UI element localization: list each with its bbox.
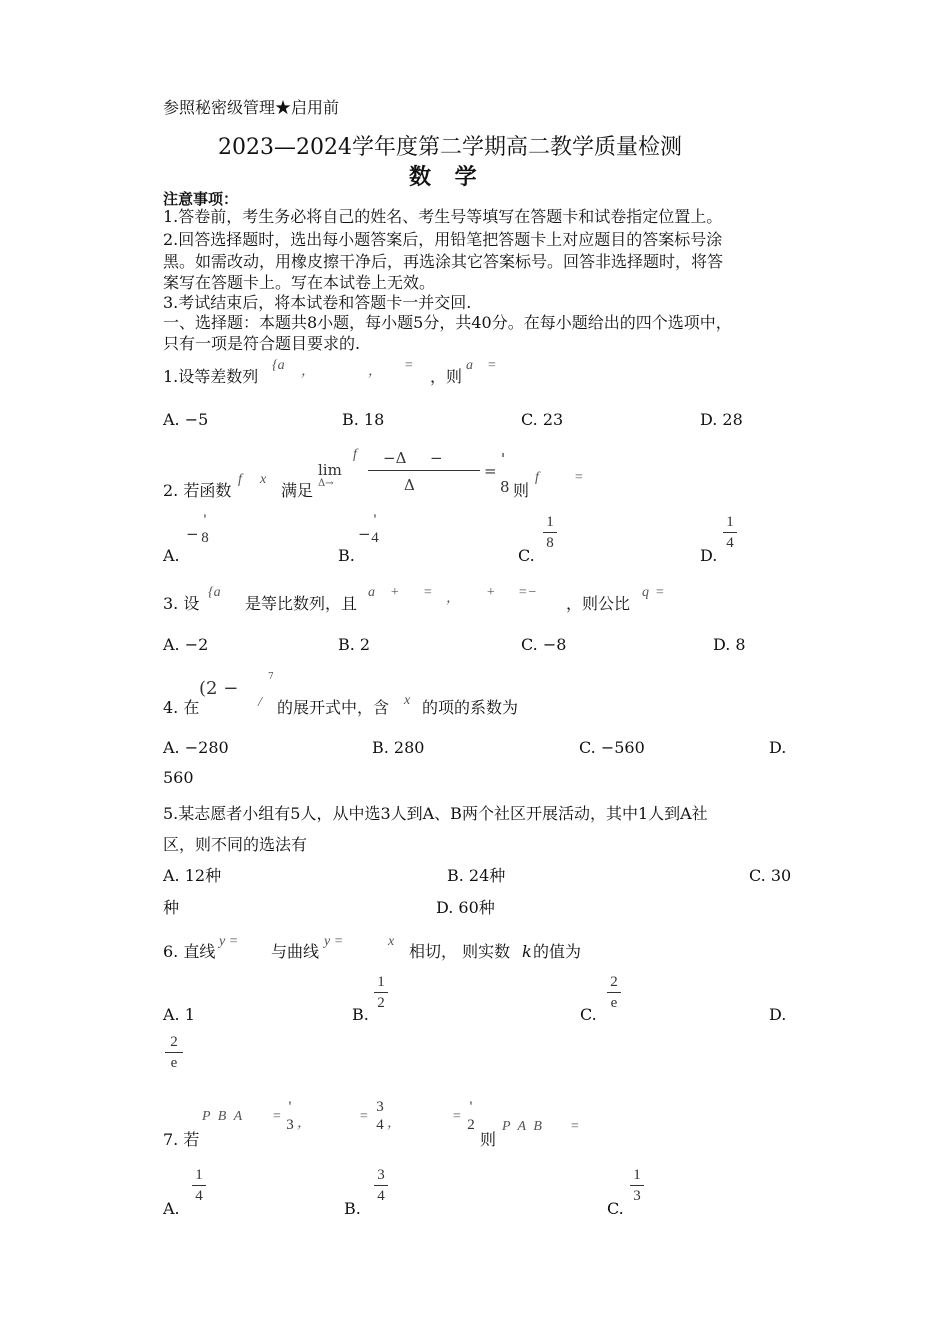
q3-math-7: =−: [518, 585, 537, 600]
q2-then: 则: [513, 481, 530, 500]
notice-heading: 注意事项：: [163, 190, 239, 208]
q6-option-c-fraction: 2 e: [607, 973, 621, 1012]
q7-math-3: =: [359, 1109, 369, 1124]
q7-math-4: =: [452, 1109, 462, 1124]
q2-eq: =: [484, 462, 497, 480]
q6-k: k: [522, 942, 532, 961]
q4-option-d: D.: [769, 738, 787, 757]
q6-option-b-fraction: 1 2: [374, 973, 388, 1012]
notice-item-1: 1.答卷前，考生务必将自己的姓名、考生号等填写在答题卡和试卷指定位置上。: [163, 207, 723, 226]
subject-title: 数 学: [409, 164, 485, 190]
q4-close: /: [258, 695, 262, 710]
q6-rest2: 的值为: [533, 942, 582, 961]
q7-stem: 7. 若: [163, 1130, 200, 1149]
q2-eight: 8: [500, 478, 510, 496]
q1-stem: 1.设等差数列: [163, 367, 259, 386]
q1-math-3: ，: [368, 364, 382, 379]
q6-option-a: A. 1: [163, 1005, 195, 1024]
q2-option-b-sign: −: [358, 525, 371, 543]
q1-option-c: C. 23: [521, 410, 564, 429]
notice-item-3: 3.考试结束后，将本试卷和答题卡一并交回.: [163, 293, 472, 312]
q7-option-a: A.: [163, 1199, 180, 1218]
q3-option-c: C. −8: [521, 635, 567, 654]
q3-ratio-label: ，则公比: [566, 594, 631, 613]
q7-option-b-fraction: 3 4: [374, 1166, 388, 1205]
q1-math-4: =: [404, 358, 414, 373]
section-intro-line2: 只有一项是符合题目要求的.: [163, 334, 361, 353]
q7-fraction-3: ' 2: [467, 1099, 475, 1133]
q4-superscript: 7: [268, 672, 274, 682]
q3-option-d: D. 8: [713, 635, 746, 654]
q2-den: Δ: [404, 476, 415, 494]
q1-then: ，则: [430, 367, 463, 386]
q7-comma-2: ，: [387, 1116, 401, 1131]
q4-option-d-value: 560: [163, 768, 194, 787]
q3-stem: 3. 设: [163, 594, 200, 613]
q7-option-b: B.: [344, 1199, 361, 1218]
q7-fraction-2: 3 4: [376, 1099, 384, 1133]
q4-math-x: x: [404, 693, 411, 708]
q7-then: 则: [480, 1130, 497, 1149]
q3-math-1: {a: [208, 585, 221, 600]
q6-rest: 相切， 则实数: [409, 942, 511, 961]
q4-rest: 的展开式中，含: [277, 698, 390, 717]
q7-eq: =: [570, 1119, 580, 1134]
q2-num-f: f: [353, 447, 357, 462]
q3-is-geometric: 是等比数列，且: [245, 594, 358, 613]
q7-math-2: =: [272, 1109, 282, 1124]
q7-option-c-fraction: 1 3: [630, 1166, 644, 1205]
q4-paren: (2 −: [199, 678, 239, 699]
q3-math-q: q: [642, 585, 649, 600]
notice-item-2-line3: 案写在答题卡上。写在本试卷上无效。: [163, 273, 436, 292]
q2-math-x: x: [260, 472, 267, 487]
q4-option-b: B. 280: [372, 738, 425, 757]
q4-option-c: C. −560: [579, 738, 645, 757]
q2-fraction-bar: [368, 470, 480, 471]
q5-option-c: C. 30: [749, 866, 792, 885]
notice-item-2-line1: 2.回答选择题时，选出每小题答案后，用铅笔把答题卡上对应题目的答案标号涂: [163, 230, 723, 249]
q2-option-d: D.: [700, 546, 718, 565]
q2-math-f2: f: [535, 470, 539, 485]
q2-math-f: f: [238, 472, 242, 487]
q6-option-d-fraction: 2 e: [165, 1033, 183, 1072]
q2-option-d-fraction: 1 4: [723, 513, 737, 552]
q2-option-c: C.: [518, 546, 535, 565]
q7-math-1: P B A: [202, 1109, 245, 1124]
q5-option-d: D. 60种: [436, 898, 495, 917]
q5-option-b: B. 24种: [447, 866, 506, 885]
q7-option-c: C.: [607, 1199, 624, 1218]
q3-math-3: +: [390, 585, 400, 600]
q2-option-a: A.: [163, 546, 180, 565]
q5-line1: 5.某志愿者小组有5人，从中选3人到A、B两个社区开展活动，其中1人到A社: [163, 804, 708, 823]
q1-option-d: D. 28: [700, 410, 743, 429]
q4-rest2: 的项的系数为: [422, 698, 519, 717]
q3-math-5: ，: [446, 591, 460, 606]
q3-math-eq: =: [655, 585, 665, 600]
q6-y2: y =: [324, 934, 344, 949]
q7-math-5: P A B: [502, 1119, 544, 1134]
q5-option-a: A. 12种: [163, 866, 222, 885]
q5-line2: 区，则不同的选法有: [163, 835, 308, 854]
notice-item-2-line2: 黑。如需改动，用橡皮擦干净后，再选涂其它答案标号。回答非选择题时，将答: [163, 252, 724, 271]
q6-y1: y =: [219, 934, 239, 949]
q2-option-b: B.: [338, 546, 355, 565]
q6-option-d: D.: [769, 1005, 787, 1024]
q1-option-a: A. −5: [163, 410, 209, 429]
q4-option-a: A. −280: [163, 738, 229, 757]
q6-option-c: C.: [580, 1005, 597, 1024]
q4-stem: 4. 在: [163, 698, 200, 717]
q3-option-a: A. −2: [163, 635, 209, 654]
q1-math-6: =: [487, 358, 497, 373]
q1-option-b: B. 18: [342, 410, 385, 429]
q1-math-1: {a: [272, 358, 285, 373]
q2-option-c-fraction: 1 8: [543, 513, 557, 552]
q6-mid: 与曲线: [271, 942, 320, 961]
q3-math-6: +: [486, 585, 496, 600]
q1-math-2: ，: [301, 364, 315, 379]
q2-math-eq2: =: [574, 470, 584, 485]
q2-num-rest: −Δ: [383, 449, 407, 467]
q2-satisfy: 满足: [281, 481, 314, 500]
q2-lim: lim: [318, 461, 342, 479]
secrecy-label: 参照秘密级管理★启用前: [163, 98, 340, 117]
q2-stem: 2. 若函数: [163, 481, 232, 500]
exam-title: 2023—2024学年度第二学期高二教学质量检测: [218, 135, 682, 160]
q2-option-b-fraction: ' 4: [371, 512, 379, 546]
q1-math-5: a: [466, 358, 473, 373]
q7-comma-1: ，: [297, 1116, 311, 1131]
q2-option-a-fraction: ' 8: [201, 512, 209, 546]
q7-fraction-1: ' 3: [286, 1099, 294, 1133]
q3-math-2: a: [368, 585, 375, 600]
q5-option-c-unit: 种: [163, 898, 180, 917]
q6-x: x: [388, 934, 395, 949]
q2-tick: ': [501, 450, 506, 468]
q2-option-a-sign: −: [186, 525, 199, 543]
q2-lim-sub: Δ→: [318, 478, 334, 489]
q6-option-b: B.: [352, 1005, 369, 1024]
q3-math-4: =: [423, 585, 433, 600]
q7-option-a-fraction: 1 4: [192, 1166, 206, 1205]
q3-option-b: B. 2: [338, 635, 371, 654]
section-intro-line1: 一、选择题：本题共8小题，每小题5分，共40分。在每小题给出的四个选项中，: [163, 313, 732, 332]
q6-stem: 6. 直线: [163, 942, 216, 961]
q2-num-minus: −: [430, 449, 443, 467]
